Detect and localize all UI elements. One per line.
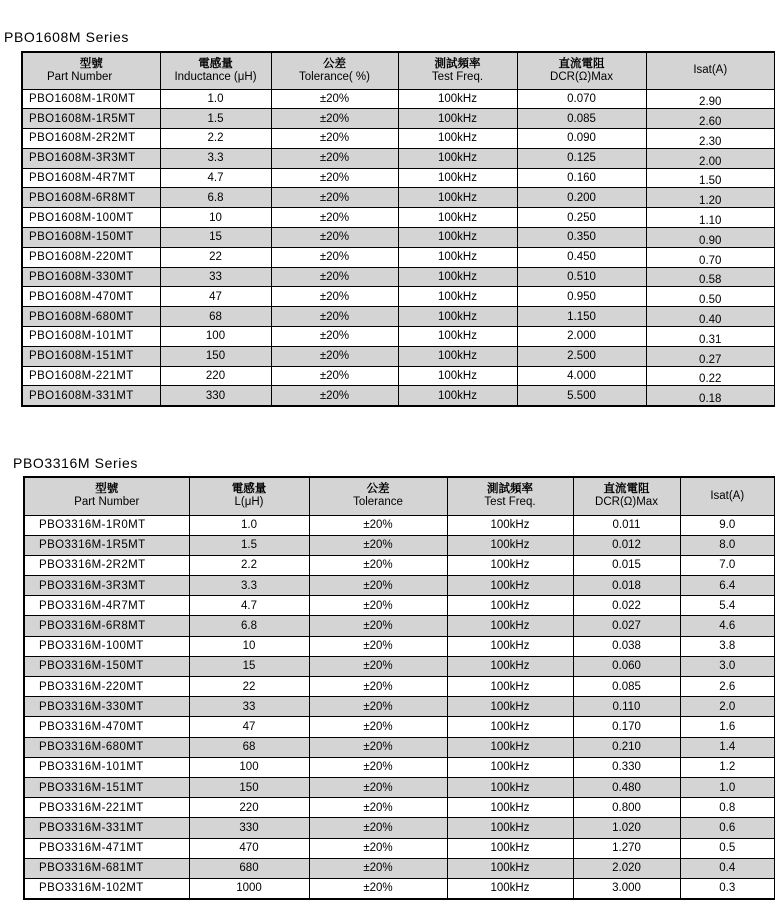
- table-row: [22, 89, 775, 109]
- cell-dcr: 0.330: [573, 757, 680, 777]
- cell-isat: 0.4: [680, 858, 775, 878]
- cell-dcr: 1.270: [573, 838, 680, 858]
- cell-part-number: PBO3316M-220MT: [24, 677, 189, 697]
- cell-isat: 2.0: [680, 697, 775, 717]
- cell-test-freq: 100kHz: [447, 616, 573, 636]
- cell-test-freq: 100kHz: [398, 148, 517, 168]
- cell-isat: 0.22: [646, 366, 775, 386]
- cell-part-number: PBO1608M-470MT: [22, 287, 160, 307]
- cell-tolerance: ±20%: [309, 576, 447, 596]
- table-row: [24, 818, 775, 838]
- cell-part-number: PBO3316M-1R5MT: [24, 535, 189, 555]
- cell-part-number: PBO3316M-151MT: [24, 777, 189, 797]
- cell-dcr: 0.018: [573, 576, 680, 596]
- cell-part-number: PBO3316M-681MT: [24, 858, 189, 878]
- cell-part-number: PBO3316M-102MT: [24, 878, 189, 898]
- cell-tolerance: ±20%: [271, 129, 398, 149]
- cell-tolerance: ±20%: [309, 838, 447, 858]
- cell-part-number: PBO3316M-101MT: [24, 757, 189, 777]
- cell-tolerance: ±20%: [309, 818, 447, 838]
- cell-tolerance: ±20%: [309, 858, 447, 878]
- cell-dcr: 0.070: [517, 89, 646, 109]
- header-tolerance: 公差 Tolerance: [309, 477, 447, 515]
- cell-dcr: 0.110: [573, 697, 680, 717]
- table-row: [22, 267, 775, 287]
- cell-inductance: 100: [160, 327, 271, 347]
- cell-inductance: 4.7: [160, 168, 271, 188]
- table-row: [22, 109, 775, 129]
- cell-isat: 8.0: [680, 535, 775, 555]
- cell-dcr: 1.150: [517, 307, 646, 327]
- cell-tolerance: ±20%: [271, 208, 398, 228]
- cell-test-freq: 100kHz: [398, 129, 517, 149]
- cell-tolerance: ±20%: [271, 287, 398, 307]
- table-row: [22, 327, 775, 347]
- cell-dcr: 0.011: [573, 515, 680, 535]
- header-dcr: 直流電阻 DCR(Ω)Max: [573, 477, 680, 515]
- cell-inductance: 4.7: [189, 596, 309, 616]
- cell-dcr: 0.012: [573, 535, 680, 555]
- cell-dcr: 0.022: [573, 596, 680, 616]
- cell-test-freq: 100kHz: [398, 327, 517, 347]
- cell-isat: 9.0: [680, 515, 775, 535]
- cell-inductance: 1.0: [160, 89, 271, 109]
- header-part-number: 型號 Part Number: [22, 52, 160, 89]
- table-row: [24, 838, 775, 858]
- cell-part-number: PBO1608M-221MT: [22, 366, 160, 386]
- cell-isat: 1.6: [680, 717, 775, 737]
- table-row: [22, 386, 775, 406]
- cell-test-freq: 100kHz: [398, 267, 517, 287]
- cell-part-number: PBO1608M-680MT: [22, 307, 160, 327]
- cell-dcr: 0.480: [573, 777, 680, 797]
- cell-tolerance: ±20%: [309, 636, 447, 656]
- cell-test-freq: 100kHz: [398, 307, 517, 327]
- cell-tolerance: ±20%: [309, 757, 447, 777]
- cell-isat: 0.8: [680, 798, 775, 818]
- cell-inductance: 2.2: [189, 555, 309, 575]
- cell-part-number: PBO3316M-680MT: [24, 737, 189, 757]
- cell-isat: 1.20: [646, 188, 775, 208]
- header-dcr: 直流電阻 DCR(Ω)Max: [517, 52, 646, 89]
- cell-test-freq: 100kHz: [447, 798, 573, 818]
- cell-test-freq: 100kHz: [447, 515, 573, 535]
- cell-tolerance: ±20%: [271, 386, 398, 406]
- cell-dcr: 0.210: [573, 737, 680, 757]
- cell-test-freq: 100kHz: [398, 366, 517, 386]
- cell-inductance: 68: [189, 737, 309, 757]
- table-row: [22, 346, 775, 366]
- cell-inductance: 3.3: [160, 148, 271, 168]
- series-title-pbo1608m: PBO1608M Series: [4, 29, 129, 45]
- table-row: [22, 366, 775, 386]
- cell-isat: 4.6: [680, 616, 775, 636]
- cell-isat: 1.10: [646, 208, 775, 228]
- cell-dcr: 0.085: [517, 109, 646, 129]
- cell-dcr: 0.350: [517, 228, 646, 248]
- cell-part-number: PBO1608M-101MT: [22, 327, 160, 347]
- cell-dcr: 2.020: [573, 858, 680, 878]
- cell-inductance: 150: [189, 777, 309, 797]
- cell-inductance: 15: [160, 228, 271, 248]
- cell-test-freq: 100kHz: [447, 878, 573, 898]
- table-row: [22, 247, 775, 267]
- cell-inductance: 100: [189, 757, 309, 777]
- table-row: [24, 555, 775, 575]
- cell-isat: 2.90: [646, 89, 775, 109]
- cell-dcr: 0.450: [517, 247, 646, 267]
- table-row: [24, 697, 775, 717]
- cell-test-freq: 100kHz: [447, 636, 573, 656]
- cell-dcr: 3.000: [573, 878, 680, 898]
- table-row: [24, 515, 775, 535]
- cell-inductance: 2.2: [160, 129, 271, 149]
- cell-inductance: 150: [160, 346, 271, 366]
- cell-test-freq: 100kHz: [398, 346, 517, 366]
- cell-test-freq: 100kHz: [447, 777, 573, 797]
- cell-tolerance: ±20%: [271, 89, 398, 109]
- cell-part-number: PBO3316M-470MT: [24, 717, 189, 737]
- table-header-row: [24, 477, 775, 515]
- cell-isat: 6.4: [680, 576, 775, 596]
- cell-inductance: 680: [189, 858, 309, 878]
- cell-isat: 0.18: [646, 386, 775, 406]
- cell-dcr: 1.020: [573, 818, 680, 838]
- cell-inductance: 22: [189, 677, 309, 697]
- cell-isat: 1.50: [646, 168, 775, 188]
- cell-test-freq: 100kHz: [447, 838, 573, 858]
- header-part-number: 型號 Part Number: [24, 477, 189, 515]
- cell-tolerance: ±20%: [309, 656, 447, 676]
- cell-inductance: 3.3: [189, 576, 309, 596]
- cell-tolerance: ±20%: [309, 878, 447, 898]
- cell-part-number: PBO1608M-1R0MT: [22, 89, 160, 109]
- table-row: [22, 188, 775, 208]
- table-row: [22, 129, 775, 149]
- cell-part-number: PBO3316M-2R2MT: [24, 555, 189, 575]
- cell-part-number: PBO3316M-331MT: [24, 818, 189, 838]
- cell-tolerance: ±20%: [309, 515, 447, 535]
- cell-isat: 2.6: [680, 677, 775, 697]
- cell-isat: 2.00: [646, 148, 775, 168]
- cell-test-freq: 100kHz: [447, 656, 573, 676]
- cell-tolerance: ±20%: [271, 327, 398, 347]
- cell-dcr: 0.170: [573, 717, 680, 737]
- cell-part-number: PBO1608M-4R7MT: [22, 168, 160, 188]
- cell-test-freq: 100kHz: [398, 208, 517, 228]
- cell-part-number: PBO3316M-3R3MT: [24, 576, 189, 596]
- cell-tolerance: ±20%: [309, 555, 447, 575]
- table-row: [24, 656, 775, 676]
- cell-inductance: 220: [160, 366, 271, 386]
- cell-part-number: PBO3316M-100MT: [24, 636, 189, 656]
- cell-dcr: 0.200: [517, 188, 646, 208]
- cell-test-freq: 100kHz: [447, 697, 573, 717]
- cell-part-number: PBO1608M-150MT: [22, 228, 160, 248]
- cell-isat: 0.5: [680, 838, 775, 858]
- cell-inductance: 1.5: [160, 109, 271, 129]
- table-row: [24, 636, 775, 656]
- cell-tolerance: ±20%: [271, 228, 398, 248]
- spec-table-pbo3316m: [23, 476, 775, 900]
- cell-isat: 0.6: [680, 818, 775, 838]
- cell-tolerance: ±20%: [309, 596, 447, 616]
- cell-test-freq: 100kHz: [398, 188, 517, 208]
- cell-part-number: PBO1608M-3R3MT: [22, 148, 160, 168]
- cell-isat: 5.4: [680, 596, 775, 616]
- cell-isat: 1.0: [680, 777, 775, 797]
- cell-tolerance: ±20%: [271, 267, 398, 287]
- cell-dcr: 0.160: [517, 168, 646, 188]
- table-row: [24, 798, 775, 818]
- cell-isat: 2.30: [646, 129, 775, 149]
- cell-tolerance: ±20%: [271, 109, 398, 129]
- cell-test-freq: 100kHz: [447, 576, 573, 596]
- cell-inductance: 470: [189, 838, 309, 858]
- cell-dcr: 0.027: [573, 616, 680, 636]
- table-row: [24, 858, 775, 878]
- cell-inductance: 10: [160, 208, 271, 228]
- cell-dcr: 2.000: [517, 327, 646, 347]
- cell-test-freq: 100kHz: [447, 596, 573, 616]
- cell-dcr: 0.800: [573, 798, 680, 818]
- cell-inductance: 220: [189, 798, 309, 818]
- cell-test-freq: 100kHz: [398, 287, 517, 307]
- cell-isat: 0.70: [646, 247, 775, 267]
- cell-isat: 0.31: [646, 327, 775, 347]
- cell-tolerance: ±20%: [309, 737, 447, 757]
- cell-isat: 0.27: [646, 346, 775, 366]
- cell-part-number: PBO3316M-150MT: [24, 656, 189, 676]
- cell-part-number: PBO3316M-330MT: [24, 697, 189, 717]
- cell-dcr: 0.125: [517, 148, 646, 168]
- cell-inductance: 33: [189, 697, 309, 717]
- cell-isat: 7.0: [680, 555, 775, 575]
- cell-inductance: 68: [160, 307, 271, 327]
- cell-test-freq: 100kHz: [398, 109, 517, 129]
- cell-test-freq: 100kHz: [398, 228, 517, 248]
- cell-inductance: 33: [160, 267, 271, 287]
- cell-inductance: 1.0: [189, 515, 309, 535]
- cell-inductance: 6.8: [160, 188, 271, 208]
- cell-inductance: 47: [189, 717, 309, 737]
- cell-isat: 3.0: [680, 656, 775, 676]
- cell-tolerance: ±20%: [271, 366, 398, 386]
- header-test-freq: 測試頻率 Test Freq.: [398, 52, 517, 89]
- cell-test-freq: 100kHz: [447, 757, 573, 777]
- table-row: [24, 737, 775, 757]
- cell-inductance: 1.5: [189, 535, 309, 555]
- cell-dcr: 0.038: [573, 636, 680, 656]
- cell-inductance: 15: [189, 656, 309, 676]
- spec-table-pbo1608m: [21, 51, 775, 407]
- cell-dcr: 0.090: [517, 129, 646, 149]
- table-row: [22, 168, 775, 188]
- cell-inductance: 6.8: [189, 616, 309, 636]
- cell-tolerance: ±20%: [271, 148, 398, 168]
- cell-part-number: PBO1608M-220MT: [22, 247, 160, 267]
- cell-isat: 1.2: [680, 757, 775, 777]
- cell-inductance: 330: [160, 386, 271, 406]
- table-row: [24, 677, 775, 697]
- cell-tolerance: ±20%: [271, 307, 398, 327]
- table-row: [22, 307, 775, 327]
- cell-part-number: PBO1608M-2R2MT: [22, 129, 160, 149]
- cell-dcr: 0.950: [517, 287, 646, 307]
- header-isat: Isat(A): [646, 52, 775, 89]
- cell-isat: 0.58: [646, 267, 775, 287]
- cell-test-freq: 100kHz: [447, 555, 573, 575]
- series-title-pbo3316m: PBO3316M Series: [13, 455, 138, 471]
- cell-part-number: PBO3316M-4R7MT: [24, 596, 189, 616]
- cell-dcr: 0.015: [573, 555, 680, 575]
- cell-test-freq: 100kHz: [398, 168, 517, 188]
- cell-isat: 3.8: [680, 636, 775, 656]
- cell-inductance: 10: [189, 636, 309, 656]
- cell-test-freq: 100kHz: [447, 677, 573, 697]
- header-inductance: 電感量 Inductance (μH): [160, 52, 271, 89]
- cell-test-freq: 100kHz: [398, 247, 517, 267]
- cell-inductance: 47: [160, 287, 271, 307]
- cell-part-number: PBO1608M-100MT: [22, 208, 160, 228]
- cell-part-number: PBO3316M-6R8MT: [24, 616, 189, 636]
- table-row: [22, 148, 775, 168]
- cell-tolerance: ±20%: [309, 777, 447, 797]
- cell-part-number: PBO1608M-1R5MT: [22, 109, 160, 129]
- cell-tolerance: ±20%: [271, 346, 398, 366]
- cell-dcr: 0.510: [517, 267, 646, 287]
- table-row: [24, 616, 775, 636]
- table-row: [24, 576, 775, 596]
- cell-dcr: 4.000: [517, 366, 646, 386]
- cell-part-number: PBO3316M-1R0MT: [24, 515, 189, 535]
- cell-tolerance: ±20%: [271, 247, 398, 267]
- cell-inductance: 1000: [189, 878, 309, 898]
- cell-test-freq: 100kHz: [447, 535, 573, 555]
- cell-isat: 2.60: [646, 109, 775, 129]
- cell-isat: 0.50: [646, 287, 775, 307]
- cell-dcr: 2.500: [517, 346, 646, 366]
- cell-part-number: PBO1608M-330MT: [22, 267, 160, 287]
- cell-tolerance: ±20%: [271, 168, 398, 188]
- cell-part-number: PBO1608M-6R8MT: [22, 188, 160, 208]
- cell-test-freq: 100kHz: [447, 858, 573, 878]
- table-row: [24, 878, 775, 898]
- cell-test-freq: 100kHz: [447, 737, 573, 757]
- cell-tolerance: ±20%: [309, 798, 447, 818]
- table-row: [24, 757, 775, 777]
- cell-tolerance: ±20%: [309, 717, 447, 737]
- cell-dcr: 5.500: [517, 386, 646, 406]
- table-row: [24, 596, 775, 616]
- cell-inductance: 330: [189, 818, 309, 838]
- cell-tolerance: ±20%: [309, 697, 447, 717]
- cell-tolerance: ±20%: [309, 535, 447, 555]
- cell-tolerance: ±20%: [309, 677, 447, 697]
- cell-part-number: PBO1608M-331MT: [22, 386, 160, 406]
- cell-inductance: 22: [160, 247, 271, 267]
- cell-part-number: PBO1608M-151MT: [22, 346, 160, 366]
- table-row: [24, 535, 775, 555]
- header-test-freq: 測試頻率 Test Freq.: [447, 477, 573, 515]
- cell-dcr: 0.085: [573, 677, 680, 697]
- cell-tolerance: ±20%: [309, 616, 447, 636]
- cell-test-freq: 100kHz: [398, 89, 517, 109]
- cell-isat: 1.4: [680, 737, 775, 757]
- table-row: [24, 717, 775, 737]
- cell-isat: 0.90: [646, 228, 775, 248]
- header-isat: Isat(A): [680, 477, 775, 515]
- table-row: [22, 208, 775, 228]
- cell-tolerance: ±20%: [271, 188, 398, 208]
- cell-isat: 0.40: [646, 307, 775, 327]
- cell-dcr: 0.060: [573, 656, 680, 676]
- cell-isat: 0.3: [680, 878, 775, 898]
- table-header-row: [22, 52, 775, 89]
- cell-dcr: 0.250: [517, 208, 646, 228]
- cell-test-freq: 100kHz: [447, 818, 573, 838]
- cell-part-number: PBO3316M-471MT: [24, 838, 189, 858]
- table-row: [22, 228, 775, 248]
- cell-test-freq: 100kHz: [447, 717, 573, 737]
- cell-part-number: PBO3316M-221MT: [24, 798, 189, 818]
- header-inductance: 電感量 L(μH): [189, 477, 309, 515]
- table-row: [22, 287, 775, 307]
- table-row: [24, 777, 775, 797]
- header-tolerance: 公差 Tolerance( %): [271, 52, 398, 89]
- cell-test-freq: 100kHz: [398, 386, 517, 406]
